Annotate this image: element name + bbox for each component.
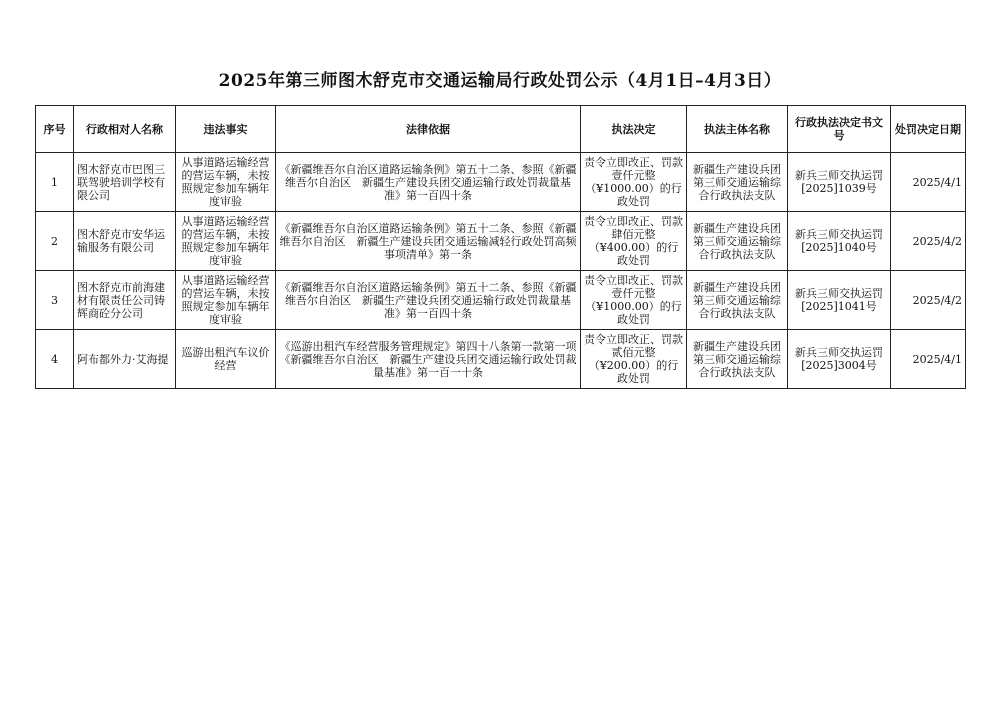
table-row xyxy=(36,330,966,389)
decision-date: 2025/4/1 xyxy=(891,153,966,212)
violation-fact: 从事道路运输经营的营运车辆，未按照规定参加车辆年度审验 xyxy=(176,271,276,330)
enforcement-decision: 责令立即改正、罚款肆佰元整（¥400.00）的行政处罚 xyxy=(581,212,687,271)
row-number: 1 xyxy=(36,153,74,212)
header-row xyxy=(36,106,966,153)
legal-basis: 《巡游出租汽车经营服务管理规定》第四十八条第一款第一项《新疆维吾尔自治区 新疆生产建设兵团交通运输行政处罚裁量基准》第一百一十条 xyxy=(276,330,581,389)
decision-date: 2025/4/2 xyxy=(891,271,966,330)
page-title: 2025年第三师图木舒克市交通运输局行政处罚公示（4月1日–4月3日） xyxy=(218,71,782,91)
legal-basis: 《新疆维吾尔自治区道路运输条例》第五十二条、参照《新疆维吾尔自治区 新疆生产建设兵团交通运输减轻行政处罚高频事项清单》第一条 xyxy=(276,212,581,271)
col-header-violation: 违法事实 xyxy=(176,106,276,153)
party-name: 图木舒克市前海建材有限责任公司铸辉商砼分公司 xyxy=(74,271,176,330)
violation-fact: 从事道路运输经营的营运车辆，未按照规定参加车辆年度审验 xyxy=(176,153,276,212)
enforcement-decision: 责令立即改正、罚款贰佰元整（¥200.00）的行政处罚 xyxy=(581,330,687,389)
decision-doc-number: 新兵三师交执运罚[2025]1039号 xyxy=(788,153,891,212)
row-number: 2 xyxy=(36,212,74,271)
col-header-doc-no: 行政执法决定书文号 xyxy=(788,106,891,153)
table-row xyxy=(36,212,966,271)
enforcement-authority: 新疆生产建设兵团第三师交通运输综合行政执法支队 xyxy=(687,153,788,212)
penalty-table xyxy=(35,105,966,389)
decision-doc-number: 新兵三师交执运罚[2025]3004号 xyxy=(788,330,891,389)
party-name: 阿布都外力·艾海提 xyxy=(74,330,176,389)
col-header-authority: 执法主体名称 xyxy=(687,106,788,153)
enforcement-decision: 责令立即改正、罚款壹仟元整（¥1000.00）的行政处罚 xyxy=(581,271,687,330)
decision-doc-number: 新兵三师交执运罚[2025]1040号 xyxy=(788,212,891,271)
violation-fact: 巡游出租汽车议价经营 xyxy=(176,330,276,389)
row-number: 4 xyxy=(36,330,74,389)
row-number: 3 xyxy=(36,271,74,330)
decision-doc-number: 新兵三师交执运罚[2025]1041号 xyxy=(788,271,891,330)
col-header-decision: 执法决定 xyxy=(581,106,687,153)
col-header-date: 处罚决定日期 xyxy=(891,106,966,153)
enforcement-authority: 新疆生产建设兵团第三师交通运输综合行政执法支队 xyxy=(687,271,788,330)
enforcement-authority: 新疆生产建设兵团第三师交通运输综合行政执法支队 xyxy=(687,212,788,271)
enforcement-authority: 新疆生产建设兵团第三师交通运输综合行政执法支队 xyxy=(687,330,788,389)
col-header-party: 行政相对人名称 xyxy=(74,106,176,153)
legal-basis: 《新疆维吾尔自治区道路运输条例》第五十二条、参照《新疆维吾尔自治区 新疆生产建设兵团交通运输行政处罚裁量基准》第一百四十条 xyxy=(276,153,581,212)
table-row xyxy=(36,271,966,330)
enforcement-decision: 责令立即改正、罚款壹仟元整（¥1000.00）的行政处罚 xyxy=(581,153,687,212)
party-name: 图木舒克市巴图三联驾驶培训学校有限公司 xyxy=(74,153,176,212)
violation-fact: 从事道路运输经营的营运车辆，未按照规定参加车辆年度审验 xyxy=(176,212,276,271)
legal-basis: 《新疆维吾尔自治区道路运输条例》第五十二条、参照《新疆维吾尔自治区 新疆生产建设兵团交通运输行政处罚裁量基准》第一百四十条 xyxy=(276,271,581,330)
col-header-basis: 法律依据 xyxy=(276,106,581,153)
party-name: 图木舒克市安华运输服务有限公司 xyxy=(74,212,176,271)
col-header-no: 序号 xyxy=(36,106,74,153)
table-row xyxy=(36,153,966,212)
decision-date: 2025/4/1 xyxy=(891,330,966,389)
decision-date: 2025/4/2 xyxy=(891,212,966,271)
